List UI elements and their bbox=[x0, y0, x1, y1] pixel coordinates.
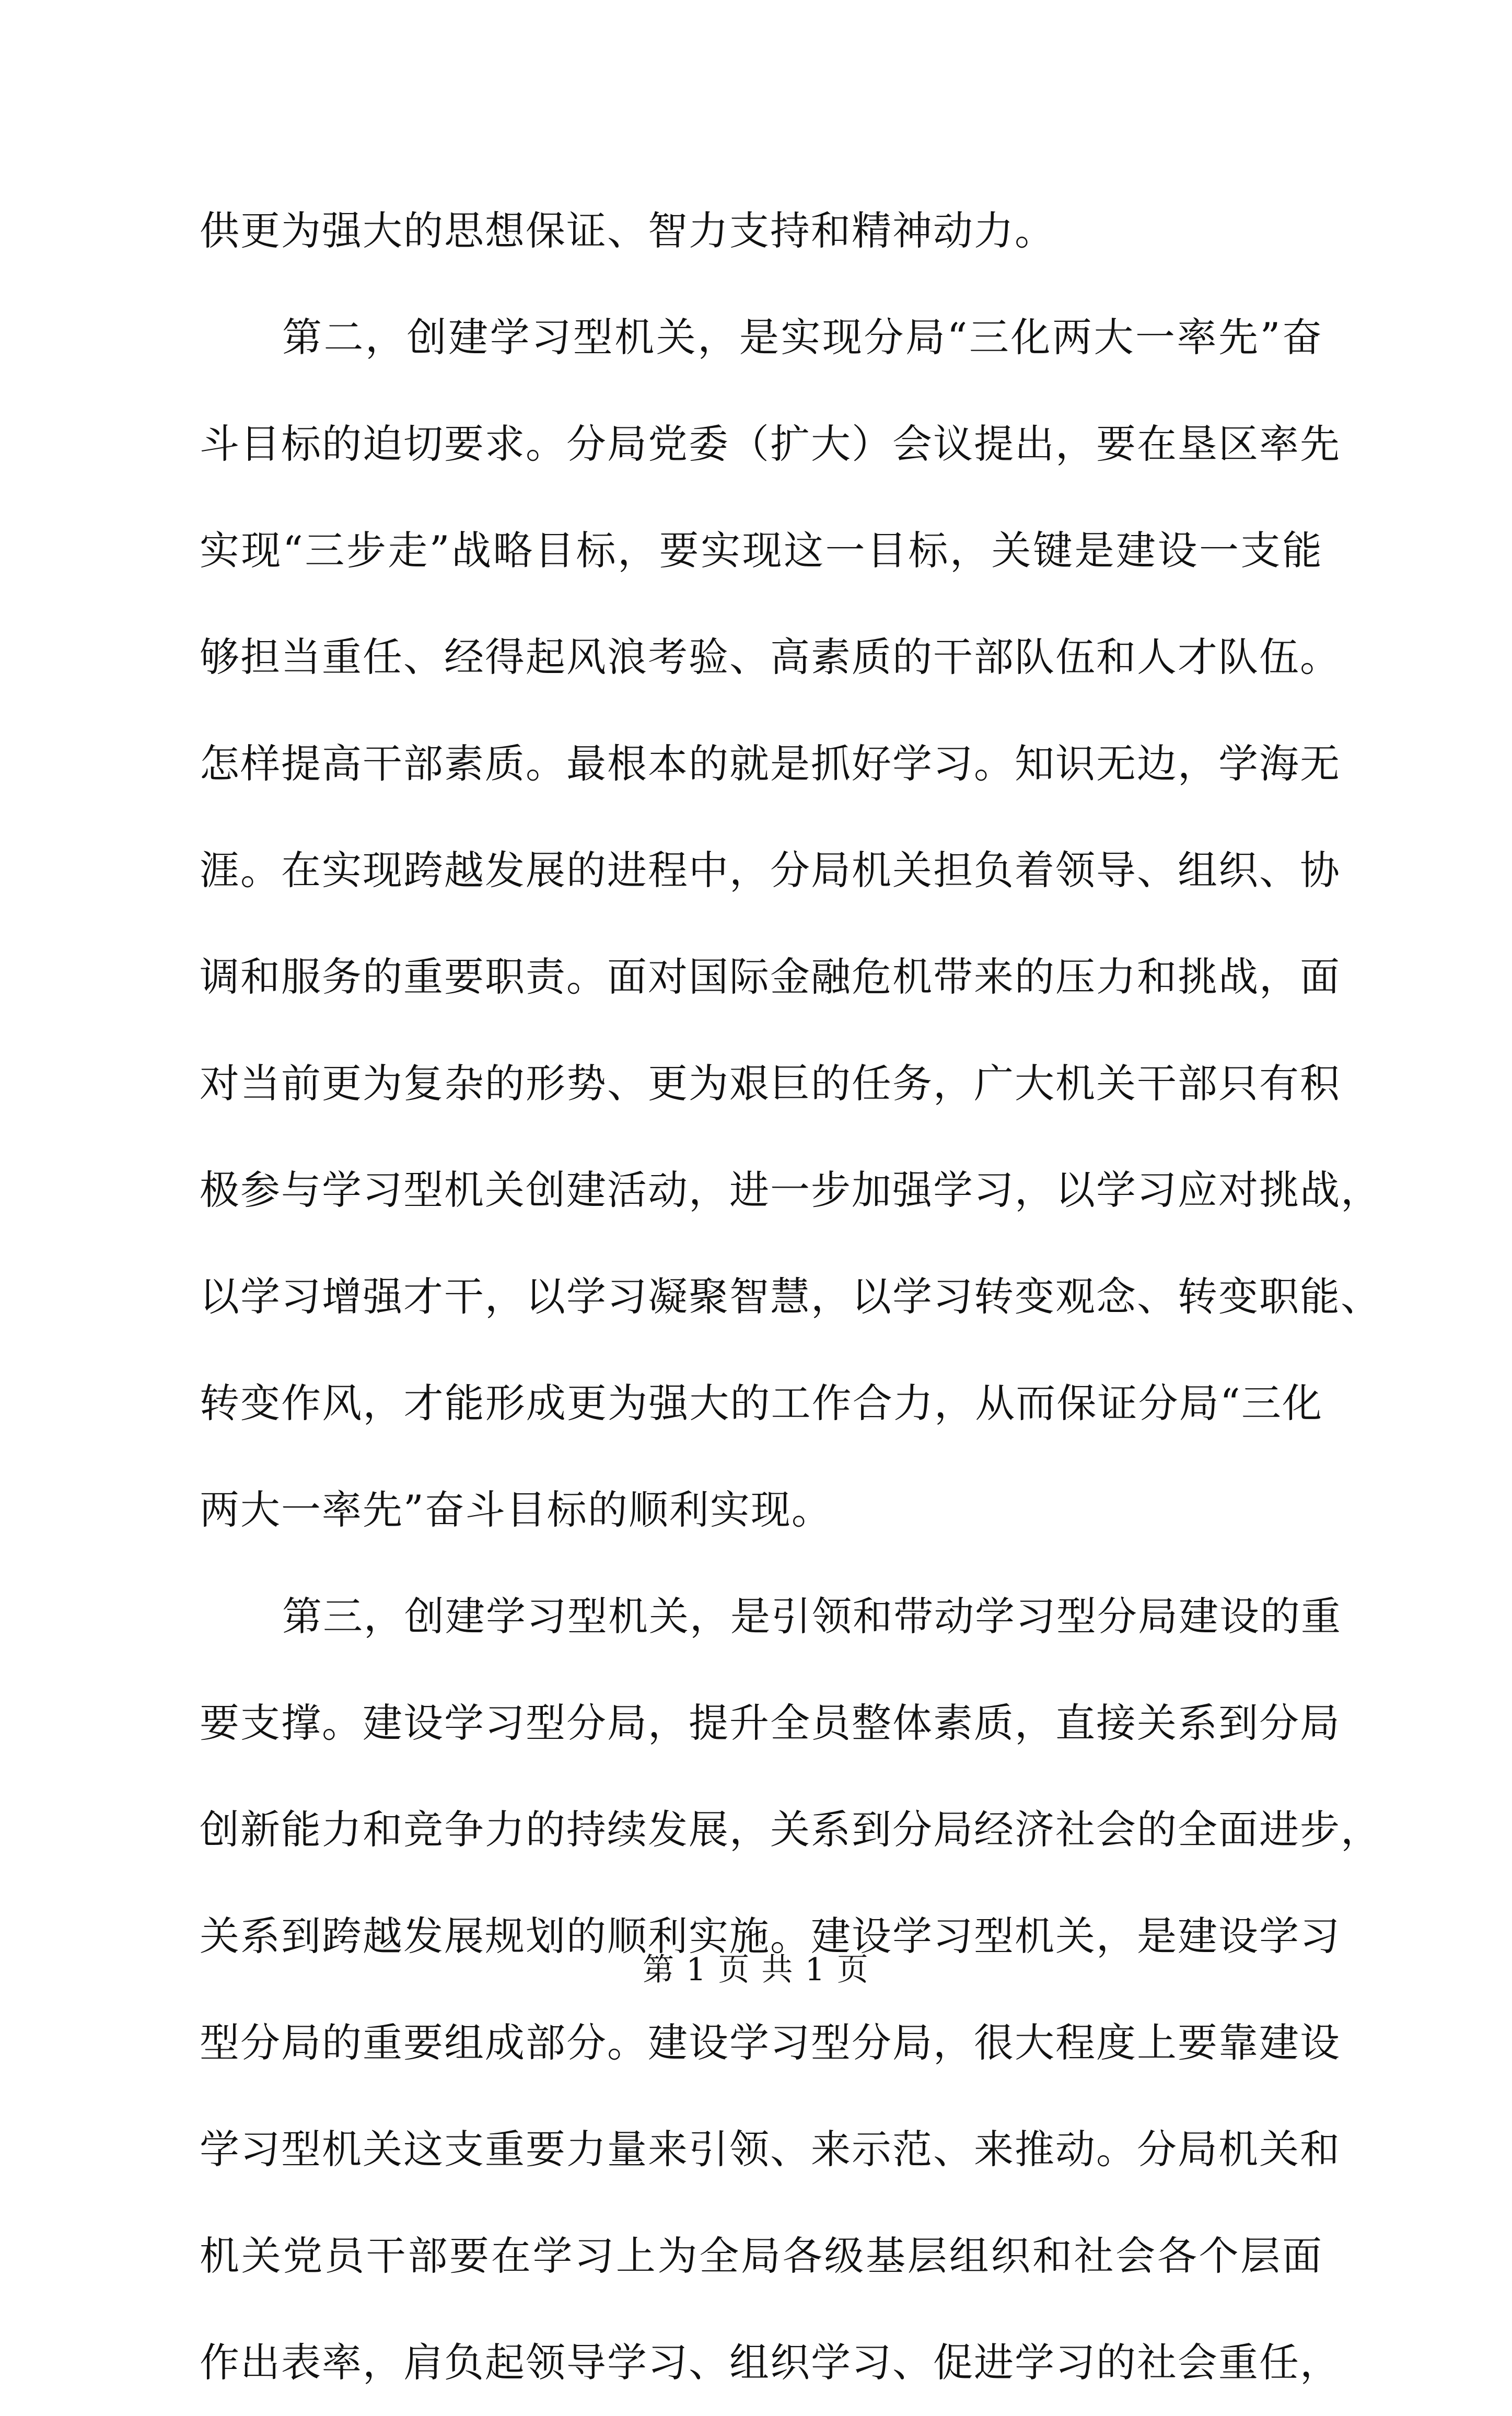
document-body bbox=[200, 178, 1381, 2416]
text-line: 作出表率，肩负起领导学习、组织学习、促进学习的社会重任， bbox=[200, 2339, 1341, 2386]
text-line: 实现“三步走”战略目标，要实现这一目标，关键是建设一支能 bbox=[200, 527, 1323, 574]
text-line: 转变作风，才能形成更为强大的工作合力，从而保证分局“三化 bbox=[200, 1380, 1323, 1426]
text-line: 学习型机关这支重要力量来引领、来示范、来推动。分局机关和 bbox=[200, 2126, 1341, 2173]
text-line: 极参与学习型机关创建活动，进一步加强学习，以学习应对挑战， bbox=[200, 1167, 1381, 1213]
text-line: 够担当重任、经得起风浪考验、高素质的干部队伍和人才队伍。 bbox=[200, 634, 1341, 680]
text-line: 创新能力和竞争力的持续发展，关系到分局经济社会的全面进步， bbox=[200, 1806, 1381, 1853]
paragraph-start-line: 第二，创建学习型机关，是实现分局“三化两大一率先”奋 bbox=[282, 314, 1323, 361]
text-line: 供更为强大的思想保证、智力支持和精神动力。 bbox=[200, 207, 1055, 254]
text-line: 要支撑。建设学习型分局，提升全员整体素质，直接关系到分局 bbox=[200, 1700, 1341, 1746]
paragraph-start-line: 第三，创建学习型机关，是引领和带动学习型分局建设的重 bbox=[282, 1593, 1342, 1640]
text-line: 机关党员干部要在学习上为全局各级基层组织和社会各个层面 bbox=[200, 2233, 1323, 2279]
text-line: 型分局的重要组成部分。建设学习型分局，很大程度上要靠建设 bbox=[200, 2019, 1341, 2066]
text-line: 斗目标的迫切要求。分局党委（扩大）会议提出，要在垦区率先 bbox=[200, 421, 1341, 467]
text-line: 关系到跨越发展规划的顺利实施。建设学习型机关，是建设学习 bbox=[200, 1913, 1341, 1959]
text-line: 以学习增强才干，以学习凝聚智慧，以学习转变观念、转变职能、 bbox=[200, 1273, 1381, 1320]
text-line: 涯。在实现跨越发展的进程中，分局机关担负着领导、组织、协 bbox=[200, 847, 1341, 893]
text-line: 对当前更为复杂的形势、更为艰巨的任务，广大机关干部只有积 bbox=[200, 1060, 1341, 1107]
text-line: 调和服务的重要职责。面对国际金融危机带来的压力和挑战，面 bbox=[200, 954, 1341, 1000]
paragraph-end-line: 两大一率先”奋斗目标的顺利实现。 bbox=[200, 1486, 832, 1533]
text-line: 怎样提高干部素质。最根本的就是抓好学习。知识无边，学海无 bbox=[200, 740, 1341, 787]
page-footer: 第 1 页 共 1 页 bbox=[643, 1952, 869, 1988]
